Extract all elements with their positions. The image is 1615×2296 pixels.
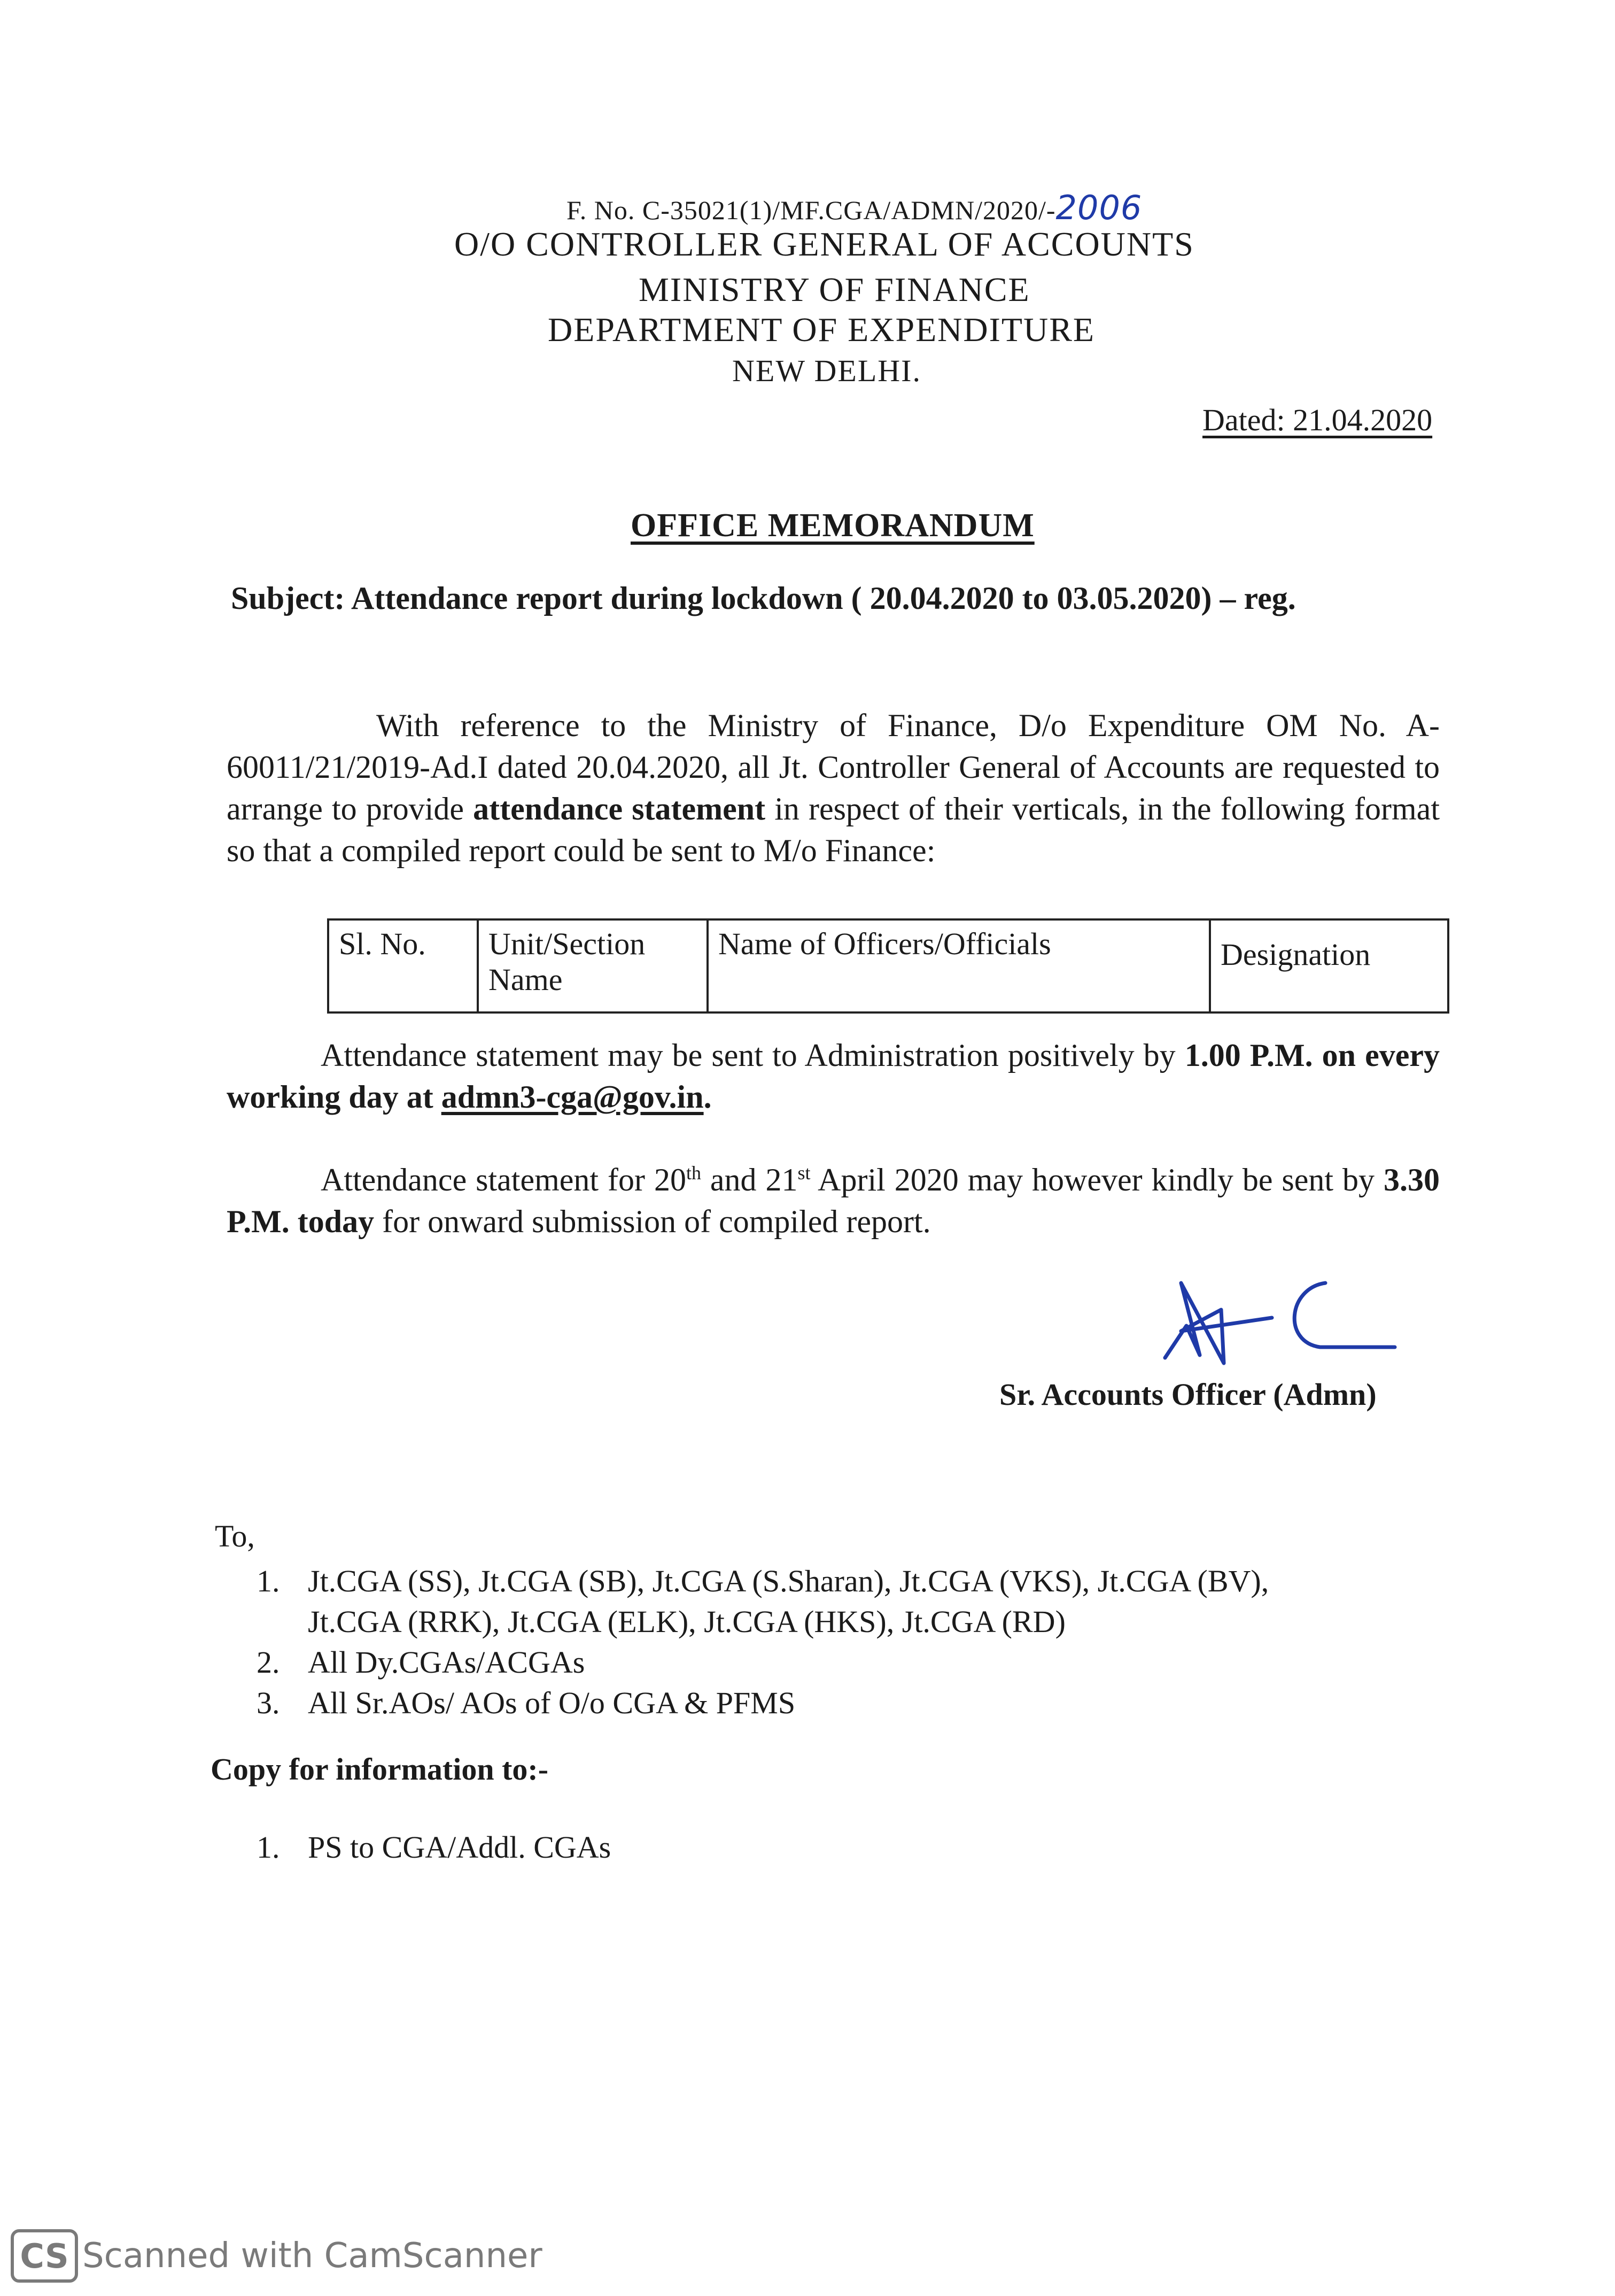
superscript: st — [797, 1162, 811, 1184]
list-number: 1. — [257, 1564, 280, 1598]
table-header-cell: Name of Officers/Officials — [708, 919, 1210, 1012]
paragraph-text: for onward submission of compiled report. — [374, 1204, 931, 1239]
list-item-continued: Jt.CGA (RRK), Jt.CGA (ELK), Jt.CGA (HKS), Jt.CGA (RD) — [308, 1604, 1066, 1639]
list-item — [257, 1827, 1454, 1868]
file-number-handwritten: 2006 — [1055, 188, 1143, 227]
paragraph-text: April 2020 may however kindly be sent by — [810, 1162, 1384, 1197]
superscript: th — [686, 1162, 701, 1184]
paragraph-bold: attendance statement — [473, 791, 766, 826]
paragraph-reference — [227, 705, 1440, 871]
list-number: 3. — [257, 1686, 280, 1720]
signatory-designation: Sr. Accounts Officer (Admn) — [999, 1377, 1377, 1412]
paragraph-today — [227, 1159, 1440, 1242]
signature-image — [1149, 1267, 1406, 1374]
camscanner-watermark — [11, 2229, 542, 2283]
list-item — [257, 1561, 1454, 1602]
format-table — [327, 918, 1449, 1014]
list-text: All Sr.AOs/ AOs of O/o CGA & PFMS — [308, 1686, 796, 1720]
camscanner-logo-icon: CS — [11, 2229, 78, 2283]
page-title: OFFICE MEMORANDUM — [631, 507, 1035, 544]
file-number-text: F. No. C-35021(1)/MF.CGA/ADMN/2020/- — [566, 195, 1056, 225]
email-link[interactable]: admn3-cga@gov.in — [441, 1079, 704, 1115]
table-header-cell: Designation — [1210, 919, 1448, 1012]
city-name: NEW DELHI. — [732, 353, 921, 388]
date-line: Dated: 21.04.2020 — [1202, 403, 1433, 437]
paragraph-deadline — [227, 1034, 1440, 1118]
list-text: PS to CGA/Addl. CGAs — [308, 1830, 611, 1865]
file-number — [566, 188, 1142, 227]
list-text: Jt.CGA (SS), Jt.CGA (SB), Jt.CGA (S.Sharan), Jt.CGA (VKS), Jt.CGA (BV), — [308, 1564, 1269, 1598]
copy-label: Copy for information to:- — [211, 1752, 549, 1787]
paragraph-text: Attendance statement may be sent to Administration positively by — [321, 1038, 1185, 1073]
paragraph-text: and 21 — [701, 1162, 798, 1197]
list-number: 1. — [257, 1830, 280, 1865]
department-name: DEPARTMENT OF EXPENDITURE — [548, 311, 1095, 349]
table-header-cell: Unit/Section Name — [478, 919, 708, 1012]
table-header-cell: Sl. No. — [328, 919, 478, 1012]
paragraph-text: With reference to the Ministry of Finance, D/o Expenditure OM No. A-60011/21/2019-Ad.I dated 20.04.2020, all Jt. Controller General of Accounts are requested to arrange to provide — [227, 708, 1440, 826]
list-number: 2. — [257, 1645, 280, 1680]
list-text: All Dy.CGAs/ACGAs — [308, 1645, 585, 1680]
paragraph-text: in respect of their verticals, in the following format so that a compiled report could be sent to M/o Finance: — [227, 791, 1440, 868]
paragraph-text: . — [703, 1079, 712, 1115]
table-row — [328, 919, 1448, 1012]
to-label: To, — [215, 1519, 255, 1553]
office-name: O/O CONTROLLER GENERAL OF ACCOUNTS — [454, 225, 1194, 263]
list-item — [257, 1683, 1454, 1723]
paragraph-bold: 1.00 P.M. on every working day at — [227, 1038, 1440, 1115]
ministry-name: MINISTRY OF FINANCE — [639, 270, 1030, 308]
list-item — [257, 1642, 1454, 1683]
camscanner-text: Scanned with CamScanner — [82, 2236, 542, 2276]
paragraph-text: Attendance statement for 20 — [321, 1162, 686, 1197]
subject-line: Subject: Attendance report during lockdown ( 20.04.2020 to 03.05.2020) – reg. — [231, 581, 1296, 616]
paragraph-bold: 3.30 P.M. today — [227, 1162, 1440, 1239]
